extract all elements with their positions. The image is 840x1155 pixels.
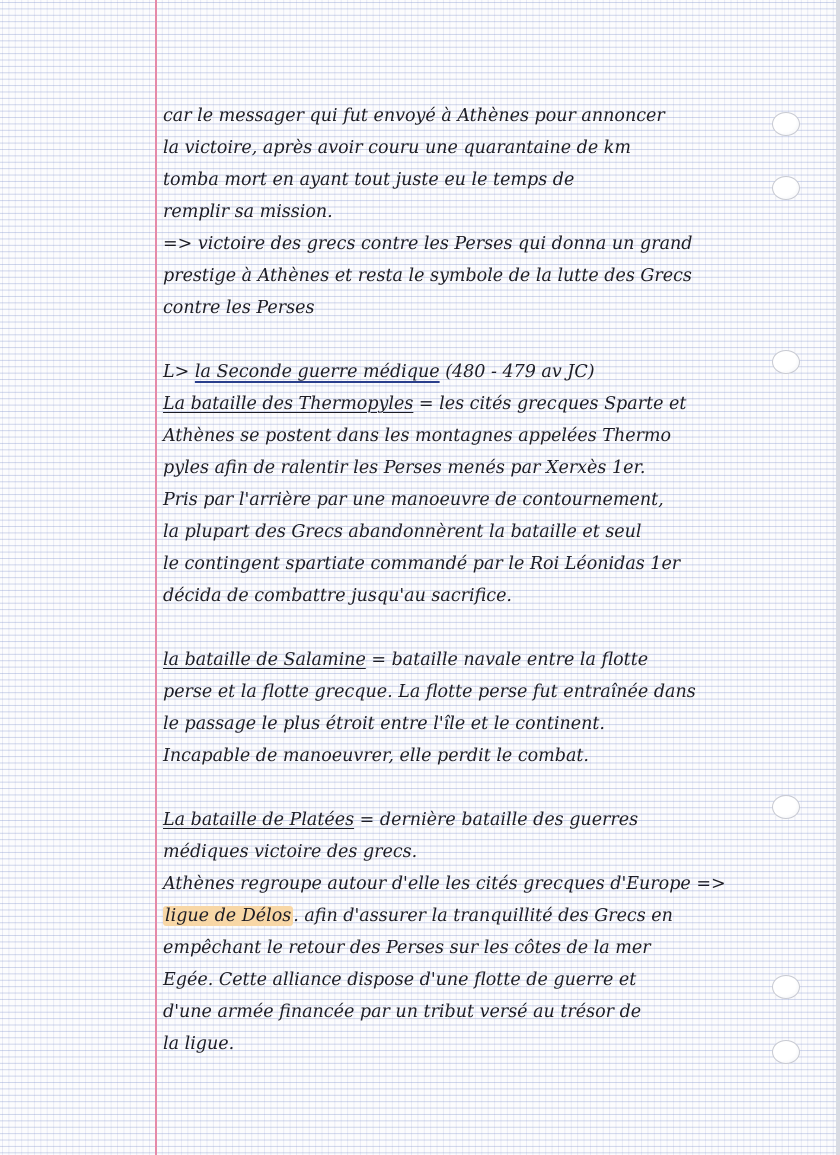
battle-line: [163, 804, 638, 836]
text-line: tomba mort en ayant tout juste eu le temps de: [163, 170, 575, 190]
text-line: Egée. Cette alliance dispose d'une flotte de guerre et: [163, 970, 637, 990]
page-edge: [836, 0, 840, 1155]
arrow-marker: L>: [163, 362, 190, 382]
text-line: contre les Perses: [163, 298, 315, 318]
binder-hole: [772, 975, 800, 999]
battle-line: [163, 644, 648, 676]
text-line: décida de combattre jusqu'au sacrifice.: [163, 586, 512, 606]
binder-hole: [772, 112, 800, 136]
text-line: Athènes se postent dans les montagnes appelées Thermo: [163, 426, 672, 446]
text-line: la victoire, après avoir couru une quarantaine de km: [163, 138, 631, 158]
text-line: médiques victoire des grecs.: [163, 842, 418, 862]
text-line: car le messager qui fut envoyé à Athènes pour annoncer: [163, 106, 665, 126]
binder-hole: [772, 176, 800, 200]
text-line: Incapable de manoeuvrer, elle perdit le combat.: [163, 746, 589, 766]
text-line: remplir sa mission.: [163, 202, 333, 222]
text-fragment: . afin d'assurer la tranquillité des Grecs en: [293, 906, 673, 926]
section-heading-line: [163, 356, 595, 388]
text-line: => victoire des grecs contre les Perses qui donna un grand: [163, 234, 693, 254]
text-line: Athènes regroupe autour d'elle les cités grecques d'Europe =>: [163, 874, 726, 894]
text-line: perse et la flotte grecque. La flotte perse fut entraînée dans: [163, 682, 696, 702]
binder-hole: [772, 350, 800, 374]
text-line: d'une armée financée par un tribut versé au trésor de: [163, 1002, 642, 1022]
highlighted-term: ligue de Délos: [165, 906, 292, 926]
battle-description: = dernière bataille des guerres: [354, 810, 639, 830]
text-line: le passage le plus étroit entre l'île et le continent.: [163, 714, 605, 734]
binder-hole: [772, 1040, 800, 1064]
section-dates: (480 - 479 av JC): [445, 362, 595, 382]
section-heading: la Seconde guerre médique: [194, 362, 440, 382]
text-line: prestige à Athènes et resta le symbole de la lutte des Grecs: [163, 266, 692, 286]
text-line: empêchant le retour des Perses sur les côtes de la mer: [163, 938, 651, 958]
binder-hole: [772, 795, 800, 819]
text-line: Pris par l'arrière par une manoeuvre de contournement,: [163, 490, 664, 510]
margin-line: [155, 0, 157, 1155]
text-line: la plupart des Grecs abandonnèrent la bataille et seul: [163, 522, 642, 542]
battle-description: = bataille navale entre la flotte: [365, 650, 649, 670]
text-line: pyles afin de ralentir les Perses menés par Xerxès 1er.: [163, 458, 646, 478]
battle-title-thermopyles: La bataille des Thermopyles: [163, 394, 414, 414]
text-line: [163, 900, 673, 932]
battle-description: = les cités grecques Sparte et: [413, 394, 687, 414]
text-line: le contingent spartiate commandé par le Roi Léonidas 1er: [163, 554, 681, 574]
text-line: la ligue.: [163, 1034, 235, 1054]
battle-title-salamine: la bataille de Salamine: [163, 650, 366, 670]
battle-line: [163, 388, 686, 420]
battle-title-platees: La bataille de Platées: [163, 810, 355, 830]
